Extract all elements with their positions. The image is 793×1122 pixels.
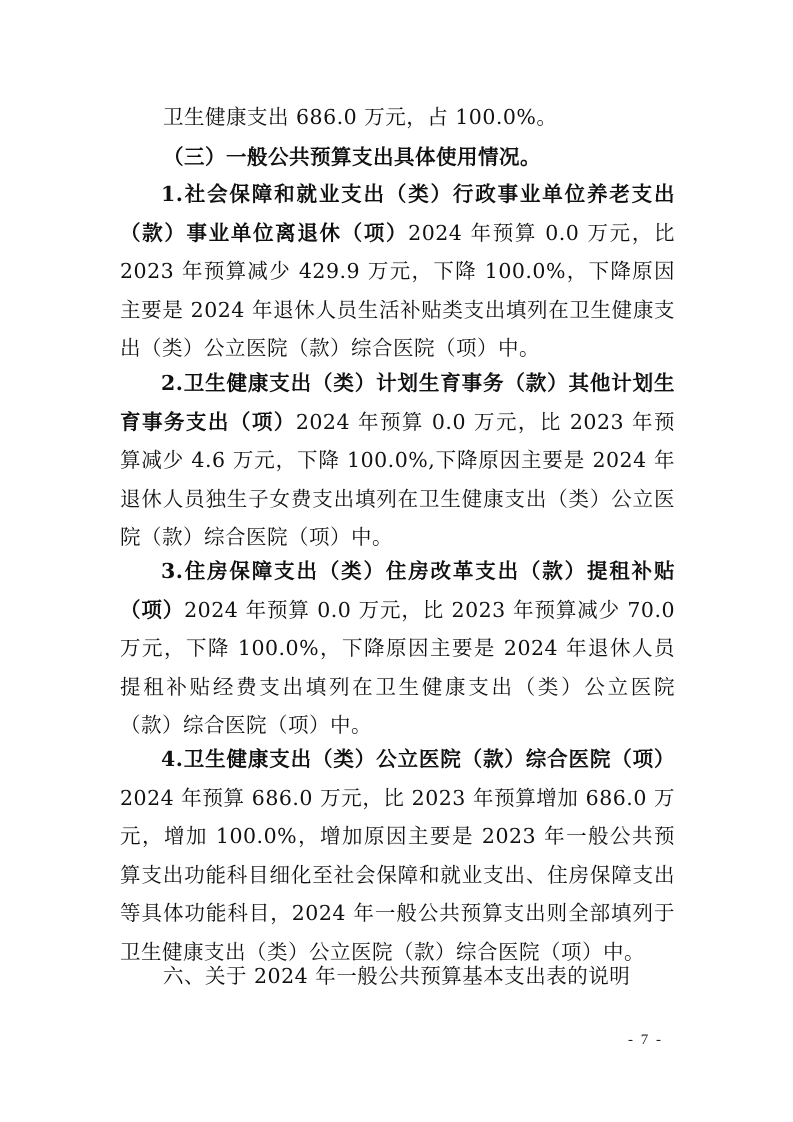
item-2	[120, 364, 675, 557]
item-3-text: 2024 年预算 0.0 万元，比 2023 年预算减少 70.0 万元，下降 100.0%，下降原因主要是 2024 年退休人员提租补贴经费支出填列在卫生健康支出（类）公立医院（款）综合医院（项）中。	[120, 597, 676, 737]
paragraph-continuation: 卫生健康支出 686.0 万元，占 100.0%。	[163, 105, 558, 129]
section-heading-3: （三）一般公共预算支出具体使用情况。	[163, 145, 541, 169]
item-2-title: 2.卫生健康支出（类）计划生育事务（款）其他计划生育事务支出（项）	[120, 371, 675, 434]
item-4-title: 4.卫生健康支出（类）公立医院（款）综合医院（项）	[161, 747, 675, 771]
item-1-text: 2024 年预算 0.0 万元，比 2023 年预算减少 429.9 万元，下降 100.0%，下降原因主要是 2024 年退休人员生活补贴类支出填列在卫生健康支出（类）公立医院（款）综合医院（项）中。	[120, 220, 675, 360]
item-4-text: 2024 年预算 686.0 万元，比 2023 年预算增加 686.0 万元，增加 100.0%，增加原因主要是 2023 年一般公共预算支出功能科目细化至社会保障和就业支出、住房保障支出等具体功能科目，2024 年一般公共预算支出则全部填列于卫生健康支出（类）公立医院（款）综合医院（项）中。	[120, 785, 675, 964]
item-1	[120, 175, 675, 368]
section-heading-6: 六、关于 2024 年一般公共预算基本支出表的说明	[163, 964, 631, 988]
item-3-title: 3.住房保障支出（类）住房改革支出（款）提租补贴（项）	[120, 559, 675, 622]
page-number: - 7 -	[628, 1032, 663, 1048]
item-2-text: 2024 年预算 0.0 万元，比 2023 年预算减少 4.6 万元，下降 100.0%,下降原因主要是 2024 年退休人员独生子女费支出填列在卫生健康支出（类）公立医院（款）综合医院（项）中。	[120, 409, 676, 549]
item-4	[120, 740, 675, 971]
item-3	[120, 552, 675, 745]
item-1-title: 1.社会保障和就业支出（类）行政事业单位养老支出（款）事业单位离退休（项）	[120, 182, 675, 245]
